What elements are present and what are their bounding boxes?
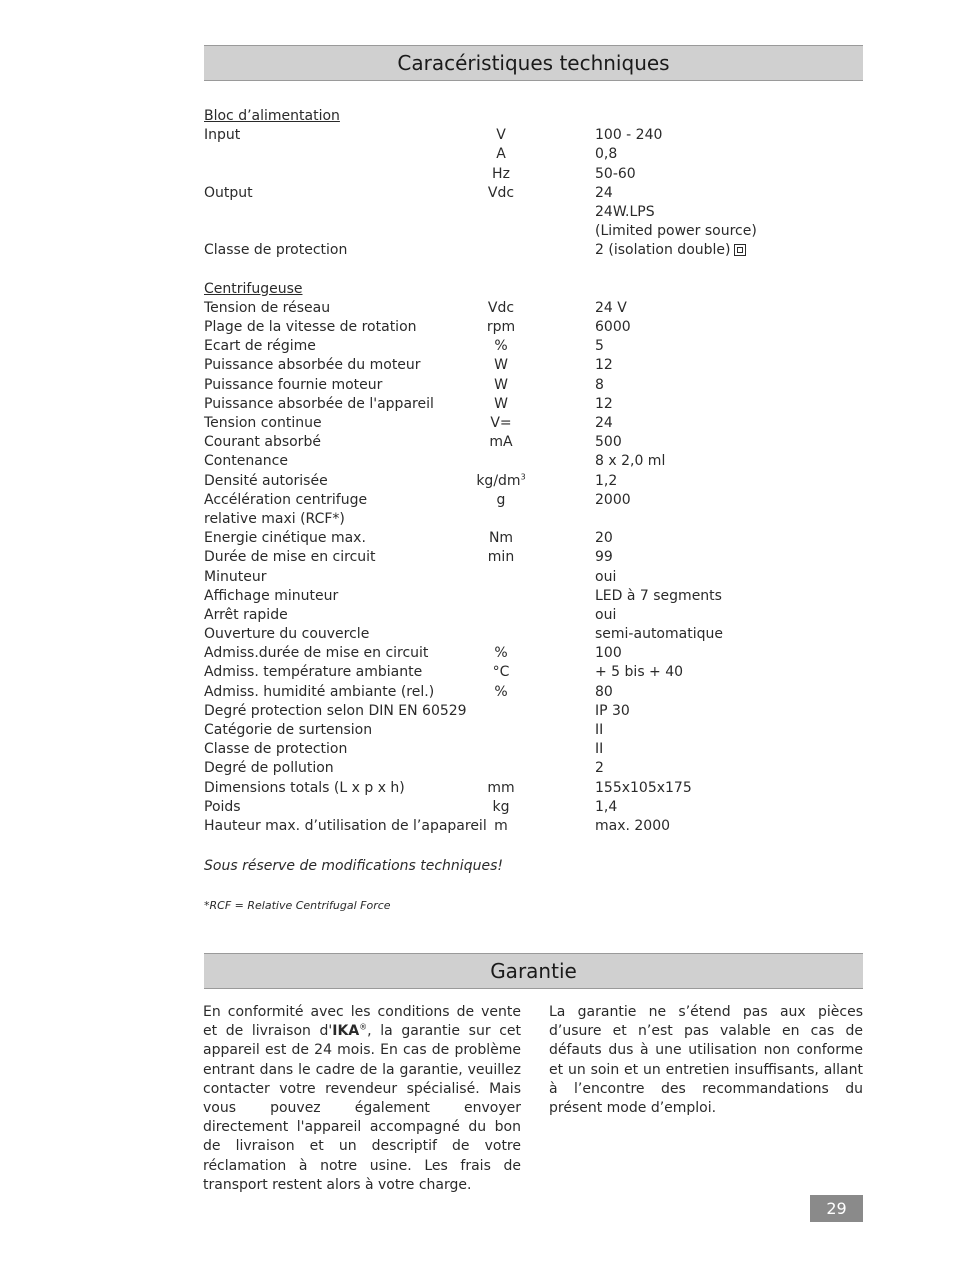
spec-unit	[460, 548, 542, 567]
spec-unit	[460, 472, 542, 491]
spec-label: Tension de réseau	[204, 299, 331, 316]
spec-label: Puissance fournie moteur	[204, 376, 383, 393]
spec-value-text: II	[595, 741, 604, 758]
spec-value	[595, 683, 613, 702]
spec-value	[595, 337, 604, 356]
spec-value-text: + 5 bis + 40	[595, 664, 684, 681]
page-number: 29	[810, 1195, 863, 1222]
spec-unit-text: W	[494, 357, 508, 374]
spec-label: Classe de protection	[204, 741, 348, 758]
spec-label: Admiss.durée de mise en circuit	[204, 645, 429, 662]
spec-value	[595, 356, 613, 375]
spec-value	[595, 491, 631, 510]
spec-value	[595, 433, 622, 452]
spec-unit	[460, 299, 542, 318]
spec-row	[204, 203, 864, 222]
spec-row	[204, 702, 864, 721]
spec-value-text: 155x105x175	[595, 779, 692, 796]
group-title-centrifuge: Centrifugeuse	[204, 280, 303, 297]
spec-value-text: IP 30	[595, 702, 630, 719]
spec-value-text: 80	[595, 683, 613, 700]
spec-value	[595, 644, 622, 663]
spec-value-text: semi-automatique	[595, 626, 723, 643]
spec-unit	[460, 376, 542, 395]
spec-label: Degré de pollution	[204, 760, 334, 777]
spec-unit	[460, 356, 542, 375]
warranty-paragraph-1	[203, 1003, 521, 1195]
spec-label: Energie cinétique max.	[204, 530, 366, 547]
spec-value	[595, 376, 604, 395]
spec-label: Admiss. température ambiante	[204, 664, 423, 681]
spec-unit	[460, 337, 542, 356]
spec-row	[204, 318, 864, 337]
spec-row	[204, 568, 864, 587]
spec-unit	[460, 433, 542, 452]
rcf-footnote: *RCF = Relative Centrifugal Force	[204, 899, 391, 912]
spec-label: Ouverture du couvercle	[204, 626, 370, 643]
spec-value-text: 24	[595, 184, 613, 201]
spec-value-text: 20	[595, 530, 613, 547]
spec-value-text: 100 - 240	[595, 127, 663, 144]
spec-label: Courant absorbé	[204, 434, 321, 451]
spec-label: Accélération centrifuge	[204, 491, 368, 508]
spec-value	[595, 241, 746, 260]
spec-row	[204, 587, 864, 606]
spec-value	[595, 817, 670, 836]
spec-value-text: 500	[595, 434, 622, 451]
spec-value-text: 5	[595, 338, 604, 355]
spec-unit-text: rpm	[486, 319, 516, 336]
spec-value-text: II	[595, 722, 604, 738]
spec-value	[595, 452, 665, 471]
spec-unit	[460, 318, 542, 337]
spec-unit	[460, 798, 542, 817]
spec-unit-text: Vdc	[487, 299, 515, 316]
spec-value	[595, 740, 603, 759]
spec-value	[595, 414, 613, 433]
spec-row	[204, 165, 864, 184]
spec-row	[204, 491, 864, 510]
spec-row	[204, 529, 864, 548]
spec-unit-text: %	[494, 338, 508, 355]
centrifuge-rows	[204, 299, 864, 836]
spec-value	[595, 126, 662, 145]
spec-label: Durée de mise en circuit	[204, 549, 376, 566]
spec-label: Catégorie de surtension	[204, 722, 373, 738]
spec-unit-text: kg	[492, 798, 510, 815]
spec-value-text: 1,4	[595, 798, 618, 815]
spec-value-text: 24	[595, 415, 613, 431]
spec-value-text: 99	[595, 549, 613, 566]
spec-value	[595, 759, 604, 778]
spec-value	[595, 798, 617, 817]
spec-value-text: 1,2	[595, 472, 618, 489]
spec-label: Puissance absorbée de l'appareil	[204, 395, 434, 412]
spec-row	[204, 548, 864, 567]
spec-value-text: oui	[595, 606, 617, 623]
spec-value	[595, 663, 683, 682]
spec-unit	[460, 683, 542, 702]
spec-row	[204, 740, 864, 759]
warranty-p1-start: En conformité avec les conditions de vente et de livraison d'	[203, 1004, 521, 1040]
spec-unit-text: min	[487, 549, 515, 566]
brand-name: IKA	[332, 1023, 360, 1040]
spec-value-text: 8	[595, 376, 604, 393]
spec-row	[204, 606, 864, 625]
spec-value	[595, 548, 613, 567]
spec-row	[204, 356, 864, 375]
spec-unit-text: %	[494, 645, 508, 662]
spec-unit-exponent: 3	[520, 471, 526, 481]
spec-value-text: 100	[595, 645, 622, 662]
spec-unit-text: g	[496, 491, 506, 508]
specs-section-title: Caracéristiques techniques	[204, 45, 863, 81]
spec-unit	[460, 414, 542, 433]
spec-row	[204, 414, 864, 433]
spec-unit	[460, 184, 542, 203]
spec-value	[595, 184, 613, 203]
specs-table	[204, 107, 864, 836]
spec-value-text: 8 x 2,0 ml	[595, 453, 666, 470]
spec-row	[204, 817, 864, 836]
spec-value	[595, 318, 631, 337]
spec-unit-text: W	[494, 376, 508, 393]
spec-unit	[460, 126, 542, 145]
spec-label: Dimensions totals (L x p x h)	[204, 779, 405, 796]
spec-label: Arrêt rapide	[204, 606, 288, 623]
spec-value	[595, 568, 616, 587]
spec-unit-text: A	[496, 146, 506, 163]
spec-unit	[460, 817, 542, 836]
spec-label: Minuteur	[204, 568, 267, 585]
spec-row	[204, 683, 864, 702]
spec-label: Ecart de régime	[204, 338, 316, 355]
spec-label: Poids	[204, 798, 241, 815]
spec-value	[595, 395, 613, 414]
registered-mark: ®	[359, 1022, 368, 1032]
spec-row	[204, 759, 864, 778]
group-title-power-supply: Bloc d’alimentation	[204, 108, 340, 124]
spec-unit	[460, 644, 542, 663]
spec-label: Contenance	[204, 453, 288, 470]
spec-unit-text: Nm	[488, 530, 514, 547]
spec-value-text: 50-60	[595, 165, 636, 182]
spec-row	[204, 721, 864, 740]
spec-unit-text: W	[494, 395, 508, 412]
spec-row	[204, 779, 864, 798]
double-insulation-icon	[734, 244, 746, 256]
spec-value	[595, 721, 603, 740]
spec-value-text: LED à 7 segments	[595, 587, 722, 604]
spec-value-text: 12	[595, 357, 613, 374]
spec-row	[204, 433, 864, 452]
spec-value-text: 12	[595, 395, 613, 412]
spec-row	[204, 376, 864, 395]
spec-unit-text: kg/dm	[476, 472, 521, 489]
spec-label: Densité autorisée	[204, 472, 328, 489]
spec-value-text: 2	[595, 760, 604, 777]
spec-label: Classe de protection	[204, 242, 348, 259]
spec-unit-text: m	[494, 817, 508, 834]
spec-row	[204, 472, 864, 491]
spec-label: Affichage minuteur	[204, 587, 339, 604]
spec-label: Admiss. humidité ambiante (rel.)	[204, 683, 435, 700]
spec-unit-text: mm	[487, 779, 515, 796]
spec-row	[204, 510, 864, 529]
spec-value	[595, 145, 617, 164]
power-supply-rows	[204, 126, 864, 260]
warranty-section-title: Garantie	[204, 953, 863, 989]
spec-label: Input	[204, 127, 241, 144]
spec-row	[204, 222, 864, 241]
spec-label: Output	[204, 184, 253, 201]
spec-value	[595, 222, 757, 241]
spec-unit	[460, 165, 542, 184]
spec-row	[204, 299, 864, 318]
spec-value-text: 2 (isolation double)	[595, 242, 731, 259]
disclaimer-note: Sous réserve de modifications techniques!	[204, 858, 503, 874]
spec-value-text: max. 2000	[595, 817, 671, 834]
spec-unit	[460, 395, 542, 414]
spec-value	[595, 165, 636, 184]
spec-unit-text: V=	[490, 415, 512, 431]
spec-value	[595, 472, 617, 491]
spec-value	[595, 203, 655, 222]
spec-unit-text: °C	[492, 664, 510, 681]
spec-unit	[460, 529, 542, 548]
spec-row	[204, 798, 864, 817]
spec-label: Degré protection selon DIN EN 60529	[204, 702, 467, 719]
spec-row	[204, 241, 864, 260]
spec-unit	[460, 779, 542, 798]
spec-row	[204, 452, 864, 471]
warranty-paragraph-2: La garantie ne s’étend pas aux pièces d’usure et n’est pas valable en cas de défauts dus à une utilisation non conforme et un soin et un entretien insuffisants, allant à l’encontre des recommandations du présent mode d’emploi.	[549, 1004, 863, 1117]
spec-value-text: 24W.LPS	[595, 203, 655, 220]
spec-row	[204, 184, 864, 203]
spec-value	[595, 529, 613, 548]
spec-value-text: oui	[595, 568, 617, 585]
spec-value	[595, 625, 723, 644]
spec-label: relative maxi (RCF*)	[204, 510, 345, 527]
spec-unit-text: Vdc	[487, 184, 515, 201]
spec-value-text: (Limited power source)	[595, 223, 757, 240]
spec-label: Puissance absorbée du moteur	[204, 357, 421, 374]
spec-row	[204, 663, 864, 682]
spec-value	[595, 702, 630, 721]
spec-label: Tension continue	[204, 415, 322, 431]
spec-label: Hauteur max. d’utilisation de l’apapareil	[204, 817, 487, 834]
spec-unit-text: %	[494, 683, 508, 700]
spec-value	[595, 779, 692, 798]
spec-row	[204, 337, 864, 356]
spec-unit-text: V	[496, 127, 506, 144]
spec-value-text: 6000	[595, 319, 631, 336]
spec-unit-text: Hz	[492, 165, 510, 182]
spec-value-text: 2000	[595, 491, 631, 508]
spec-unit	[460, 663, 542, 682]
spec-value	[595, 299, 627, 318]
warranty-p1-end: , la garantie sur cet appareil est de 24 mois. En cas de problème entrant dans le cadre de la garantie, veuillez contacter votre revendeur spécialisé. Mais vous pouvez également envoyer directement l'appareil accompagné du bon de livraison et un descriptif de votre réclamation à notre usine. Les frais de transport restent alors à votre charge.	[203, 1023, 522, 1193]
spec-unit	[460, 491, 542, 510]
spec-row	[204, 126, 864, 145]
spec-value	[595, 587, 722, 606]
spec-label: Plage de la vitesse de rotation	[204, 319, 417, 336]
spec-value-text: 0,8	[595, 146, 618, 163]
spec-row	[204, 644, 864, 663]
spec-unit	[460, 145, 542, 164]
spec-row	[204, 145, 864, 164]
spec-unit-text: mA	[489, 434, 513, 451]
spec-value	[595, 606, 616, 625]
spec-value-text: 24 V	[595, 299, 627, 316]
spec-row	[204, 625, 864, 644]
spec-row	[204, 395, 864, 414]
